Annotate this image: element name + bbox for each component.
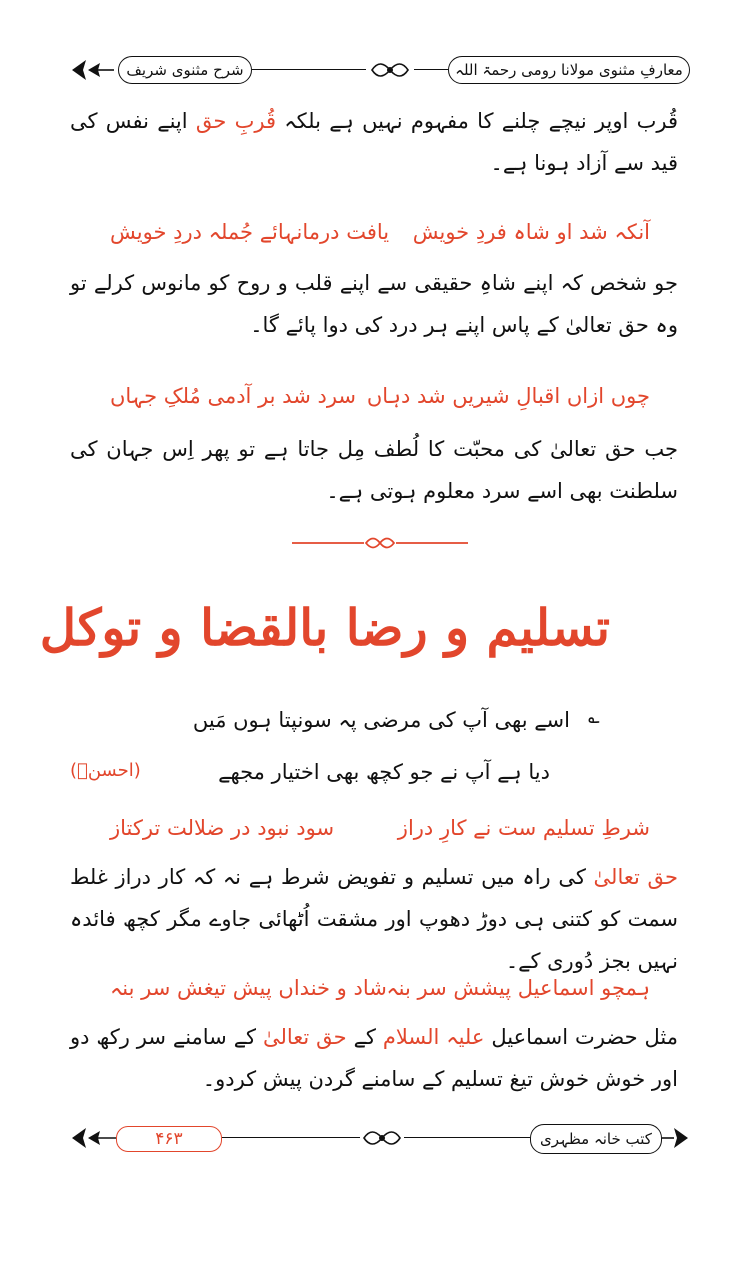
paragraph bbox=[70, 100, 678, 184]
poem-line: اسے بھی آپ کی مرضی پہ سونپتا ہوں مَیں bbox=[192, 708, 570, 732]
paragraph-text: جب حق تعالیٰ کی محبّت کا لُطف مِل جاتا ہے تو پھر اِس جہان کی سلطنت بھی اسے سرد معلوم ہوتی ہے۔ bbox=[70, 437, 678, 503]
section-heading: تسلیم و رضا بالقضا و توکل bbox=[39, 598, 610, 657]
paragraph bbox=[70, 1016, 678, 1100]
verse-second-half: سرد شد بر آدمی مُلکِ جہاں bbox=[110, 384, 357, 408]
paragraph-text: کے سامنے سر رکھ دو اور خوش خوش تیغ تسلیم کے سامنے گردن پیش کردو۔ bbox=[70, 1025, 678, 1091]
verse-first-half: چوں ازاں اقبالِ شیریں شد دہاں bbox=[366, 384, 650, 408]
verse-second-half: شاد و خنداں پیش تیغش سر بنہ bbox=[110, 976, 387, 1000]
paragraph-text: قُرب اوپر نیچے چلنے کا مفہوم نہیں ہے بلکہ bbox=[276, 109, 678, 133]
paragraph-text: کی راہ میں تسلیم و تفویض شرط ہے نہ کہ کار دراز غلط سمت کو کتنی ہی دوڑ دھوپ اور مشقت اُٹھائی جاوے مگر کچھ فائدہ نہیں بجز دُوری کے۔ bbox=[70, 865, 678, 973]
left-ornament-icon bbox=[70, 56, 114, 84]
center-ornament-icon bbox=[362, 1126, 402, 1150]
paragraph-text: اپنے نفس کی قید سے آزاد ہونا ہے۔ bbox=[70, 109, 678, 175]
verse-second-half: سود نبود در ضلالت ترکتاز bbox=[110, 816, 335, 840]
page-number: ۴۶۳ bbox=[116, 1126, 222, 1152]
footer-rule bbox=[222, 1137, 360, 1138]
highlight-text: حق تعالیٰ bbox=[262, 1025, 347, 1049]
paragraph bbox=[70, 262, 678, 346]
highlight-text: علیہ السلام bbox=[382, 1025, 485, 1049]
paragraph-text: جو شخص کہ اپنے شاہِ حقیقی سے اپنے قلب و روح کو مانوس کرلے تو وہ حق تعالیٰ کے پاس اپنے ہر درد کی دوا پائے گا۔ bbox=[70, 271, 678, 337]
verse-first-half: آنکہ شد او شاہ فردِ خویش bbox=[412, 220, 650, 244]
publisher-name: کتب خانہ مظہری bbox=[530, 1124, 662, 1154]
header-rule bbox=[414, 69, 448, 70]
verse-couplet bbox=[110, 212, 650, 252]
poem-marker: ؎ bbox=[588, 704, 600, 728]
paragraph bbox=[70, 856, 678, 982]
verse-first-half: ہمچو اسماعیل پیشش سر بنہ bbox=[386, 976, 650, 1000]
highlight-text: حق تعالیٰ bbox=[593, 865, 678, 889]
book-title: معارفِ مثنوی مولانا رومی رحمۃ اللہ bbox=[448, 56, 690, 84]
paragraph bbox=[70, 428, 678, 512]
poem-line: دیا ہے آپ نے جو کچھ بھی اختیار مجھے bbox=[218, 760, 550, 784]
verse-couplet bbox=[110, 968, 650, 1008]
verse-couplet bbox=[110, 808, 650, 848]
verse-couplet bbox=[110, 376, 650, 416]
paragraph-text: کے bbox=[346, 1025, 383, 1049]
header-rule bbox=[252, 69, 366, 70]
page-footer bbox=[70, 1118, 690, 1158]
footer-rule bbox=[404, 1137, 530, 1138]
center-ornament-icon bbox=[370, 58, 410, 82]
highlight-text: قُربِ حق bbox=[195, 109, 277, 133]
page-header bbox=[70, 50, 690, 90]
right-ornament-icon bbox=[662, 1124, 690, 1152]
left-ornament-icon bbox=[70, 1124, 116, 1152]
poet-name: (احسنؔ) bbox=[70, 760, 141, 781]
paragraph-text: مثل حضرت اسماعیل bbox=[484, 1025, 678, 1049]
verse-second-half: یافت درمانہائے جُملہ دردِ خویش bbox=[110, 220, 390, 244]
divider-ornament-icon bbox=[290, 532, 470, 554]
verse-first-half: شرطِ تسلیم ست نے کارِ دراز bbox=[397, 816, 650, 840]
section-title: شرح مثنوی شریف bbox=[118, 56, 252, 84]
